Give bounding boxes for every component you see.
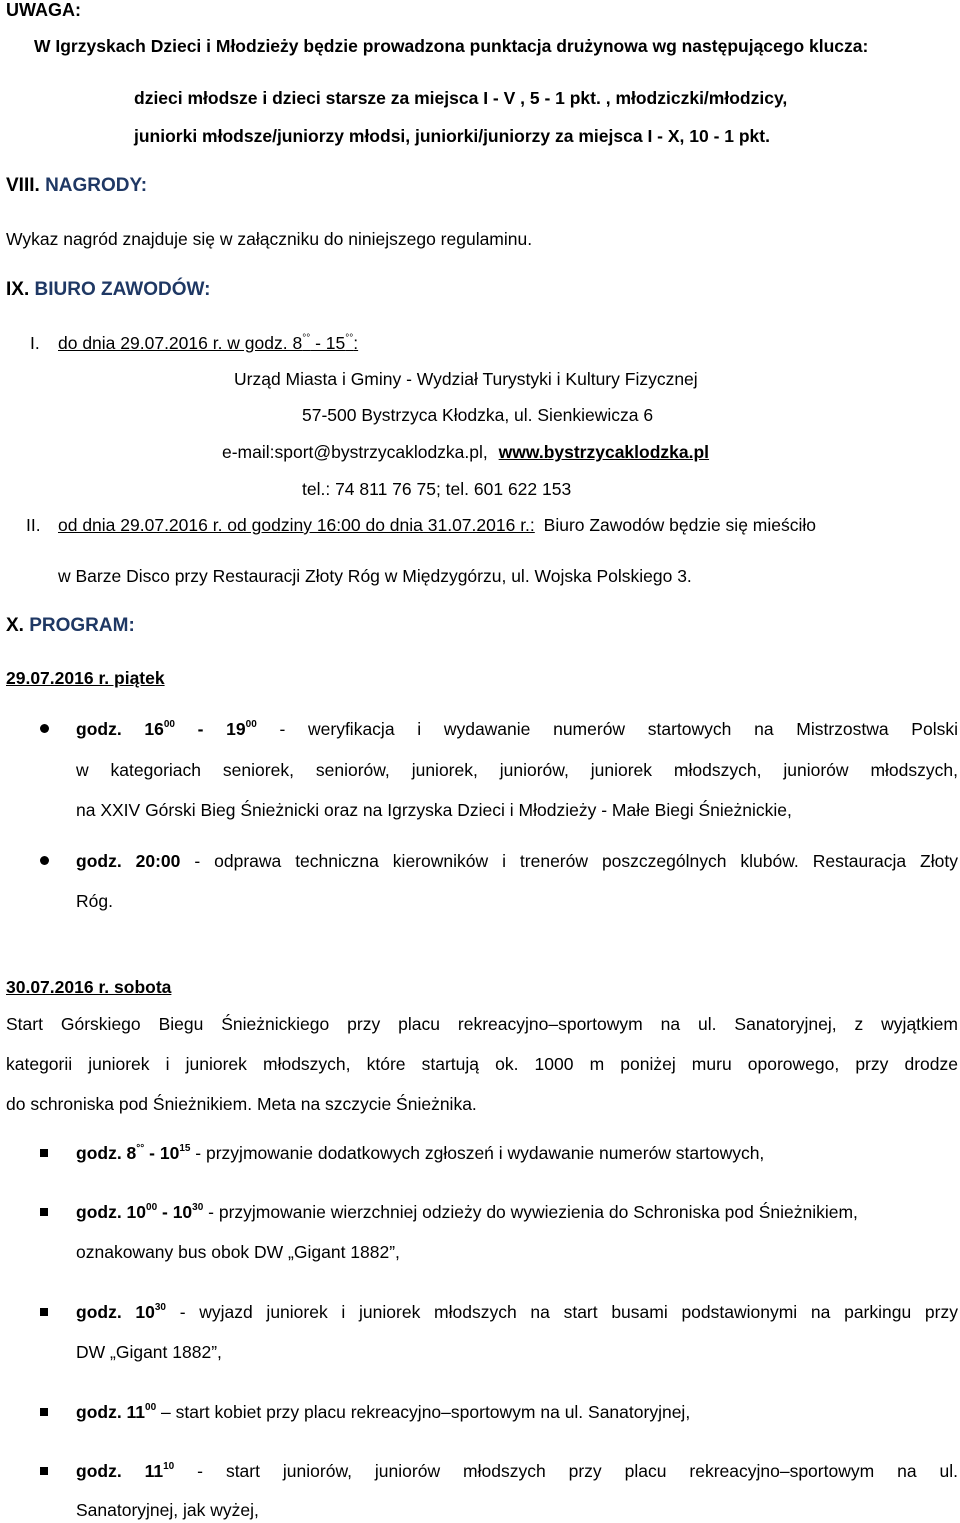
time-label: godz. 10	[76, 1202, 147, 1222]
saturday-item-2-line-2: oznakowany bus obok DW „Gigant 1882”,	[76, 1242, 400, 1262]
item-text: - start juniorów, juniorów młodszych przy placu rekreacyjno–sportowym na ul.	[174, 1461, 958, 1481]
saturday-para-line-1-wrap	[6, 1014, 958, 1035]
item-text: - przyjmowanie dodatkowych zgłoszeń i wydawanie numerów startowych,	[190, 1143, 765, 1163]
square-bullet-icon	[40, 1408, 48, 1416]
bullet-icon	[40, 724, 49, 733]
time-label: godz. 8	[76, 1143, 137, 1163]
friday-item-2-line-2: Róg.	[76, 891, 113, 911]
sup: 00	[163, 719, 175, 730]
item-text: - wyjazd juniorek i juniorek młodszych na start busami podstawionymi na parkingu przy	[165, 1302, 958, 1322]
sup: 10	[163, 1461, 175, 1472]
biuro-item2	[58, 515, 816, 536]
sup: °°	[345, 333, 354, 344]
section-number: IX.	[6, 279, 30, 300]
www-link[interactable]: www.bystrzycaklodzka.pl	[498, 442, 710, 462]
day-heading-friday: 29.07.2016 r. piątek	[6, 668, 165, 688]
sup: 00	[245, 719, 257, 730]
sup: °°	[302, 333, 311, 344]
biuro-item2-text: Biuro Zawodów będzie się mieściło	[543, 515, 816, 535]
bullet-icon	[40, 856, 49, 865]
uwaga-line-1: W Igrzyskach Dzieci i Młodzieży będzie prowadzona punktacja drużynowa wg następującego klucza:	[34, 36, 869, 56]
sup: 15	[179, 1143, 191, 1154]
section-heading-nagrody	[6, 175, 147, 198]
sup: 00	[146, 1202, 158, 1213]
list-marker: II.	[26, 515, 41, 535]
saturday-para-line-1: Start Górskiego Biegu Śnieżnickiego przy placu rekreacyjno–sportowym na ul. Sanatoryjnej, z wyjątkiem	[6, 1014, 958, 1034]
time-label: godz. 11	[76, 1461, 164, 1481]
saturday-item-2	[76, 1202, 858, 1223]
time-label: godz. 11	[76, 1402, 146, 1422]
item-text: - przyjmowanie wierzchniej odzieży do wywiezienia do Schroniska pod Śnieżnikiem,	[203, 1202, 858, 1222]
square-bullet-icon	[40, 1149, 48, 1157]
section-number: VIII.	[6, 175, 40, 196]
item-text: – start kobiet przy placu rekreacyjno–sportowym na ul. Sanatoryjnej,	[156, 1402, 691, 1422]
contact-line	[222, 442, 709, 463]
friday-item-1-line-2: w kategoriach seniorek, seniorów, juniorek, juniorów, juniorek młodszych, juniorów młodszych,	[76, 760, 958, 780]
time-label: godz. 20:00	[76, 851, 181, 871]
uwaga-line-2: dzieci młodsze i dzieci starsze za miejsca I - V , 5 - 1 pkt. , młodziczki/młodzicy,	[134, 88, 788, 108]
date-text: :	[353, 333, 359, 353]
nagrody-text: Wykaz nagród znajduje się w załączniku do niniejszego regulaminu.	[6, 229, 533, 249]
section-heading-program	[6, 615, 135, 638]
phone-line: tel.: 74 811 76 75; tel. 601 622 153	[302, 479, 572, 499]
date-text: do dnia 29.07.2016 r. w godz. 8	[58, 333, 303, 353]
friday-item-2-line-1	[76, 851, 958, 872]
uwaga-title: UWAGA:	[6, 0, 81, 20]
square-bullet-icon	[40, 1208, 48, 1216]
time-label: - 10	[144, 1143, 180, 1163]
time-label: - 19	[174, 719, 246, 739]
section-label: BIURO ZAWODÓW:	[34, 279, 211, 300]
date-text: - 15	[310, 333, 346, 353]
time-label: godz. 10	[76, 1302, 155, 1322]
saturday-item-4	[76, 1402, 690, 1423]
sup: °°	[136, 1143, 145, 1154]
time-label: godz. 16	[76, 719, 164, 739]
friday-item-1-line-2-wrap	[76, 760, 958, 781]
saturday-item-5	[76, 1461, 958, 1482]
sup: 00	[145, 1402, 157, 1413]
email-link[interactable]: e-mail:sport@bystrzycaklodzka.pl,	[222, 442, 488, 462]
section-label: NAGRODY:	[45, 175, 148, 196]
saturday-item-5-line-2: Sanatoryjnej, jak wyżej,	[76, 1500, 259, 1520]
friday-item-2	[76, 851, 958, 872]
biuro-item2-date: od dnia 29.07.2016 r. od godziny 16:00 do dnia 31.07.2016 r.:	[58, 515, 535, 535]
saturday-para-line-2-wrap	[6, 1054, 958, 1075]
section-label: PROGRAM:	[29, 615, 135, 636]
saturday-para-line-3: do schroniska pod Śnieżnikiem. Meta na szczycie Śnieżnika.	[6, 1094, 477, 1114]
friday-item-1	[76, 719, 958, 740]
item-text: - odprawa techniczna kierowników i trenerów poszczególnych klubów. Restauracja Złoty	[180, 851, 958, 871]
friday-item-1-line-1	[76, 719, 958, 740]
day-heading-saturday: 30.07.2016 r. sobota	[6, 977, 172, 997]
uwaga-line-3: juniorki młodsze/juniorzy młodsi, juniorki/juniorzy za miejsca I - X, 10 - 1 pkt.	[134, 126, 770, 146]
biuro-item1-date	[58, 333, 358, 354]
list-marker: I.	[30, 333, 40, 353]
saturday-item-3-line-1	[76, 1302, 958, 1323]
sup: 30	[192, 1202, 204, 1213]
biuro-item2-line-2: w Barze Disco przy Restauracji Złoty Róg w Międzygórzu, ul. Wojska Polskiego 3.	[58, 566, 692, 586]
item-text: - weryfikacja i wydawanie numerów startowych na Mistrzostwa Polski	[256, 719, 958, 739]
section-number: X.	[6, 615, 24, 636]
saturday-item-3-line-2: DW „Gigant 1882”,	[76, 1342, 222, 1362]
friday-item-1-line-3: na XXIV Górski Bieg Śnieżnicki oraz na Igrzyska Dzieci i Młodzieży - Małe Biegi Śnieżnickie,	[76, 800, 792, 820]
saturday-para-line-2: kategorii juniorek i juniorek młodszych, które startują ok. 1000 m poniżej muru oporowego, przy drodze	[6, 1054, 958, 1074]
saturday-item-5-line-1	[76, 1461, 958, 1482]
square-bullet-icon	[40, 1467, 48, 1475]
section-heading-biuro	[6, 279, 210, 302]
square-bullet-icon	[40, 1308, 48, 1316]
address-line-1: Urząd Miasta i Gminy - Wydział Turystyki i Kultury Fizycznej	[234, 369, 698, 389]
sup: 30	[154, 1302, 166, 1313]
address-line-2: 57-500 Bystrzyca Kłodzka, ul. Sienkiewicza 6	[302, 405, 654, 425]
saturday-item-3	[76, 1302, 958, 1323]
saturday-item-1	[76, 1143, 764, 1164]
time-label: - 10	[157, 1202, 193, 1222]
